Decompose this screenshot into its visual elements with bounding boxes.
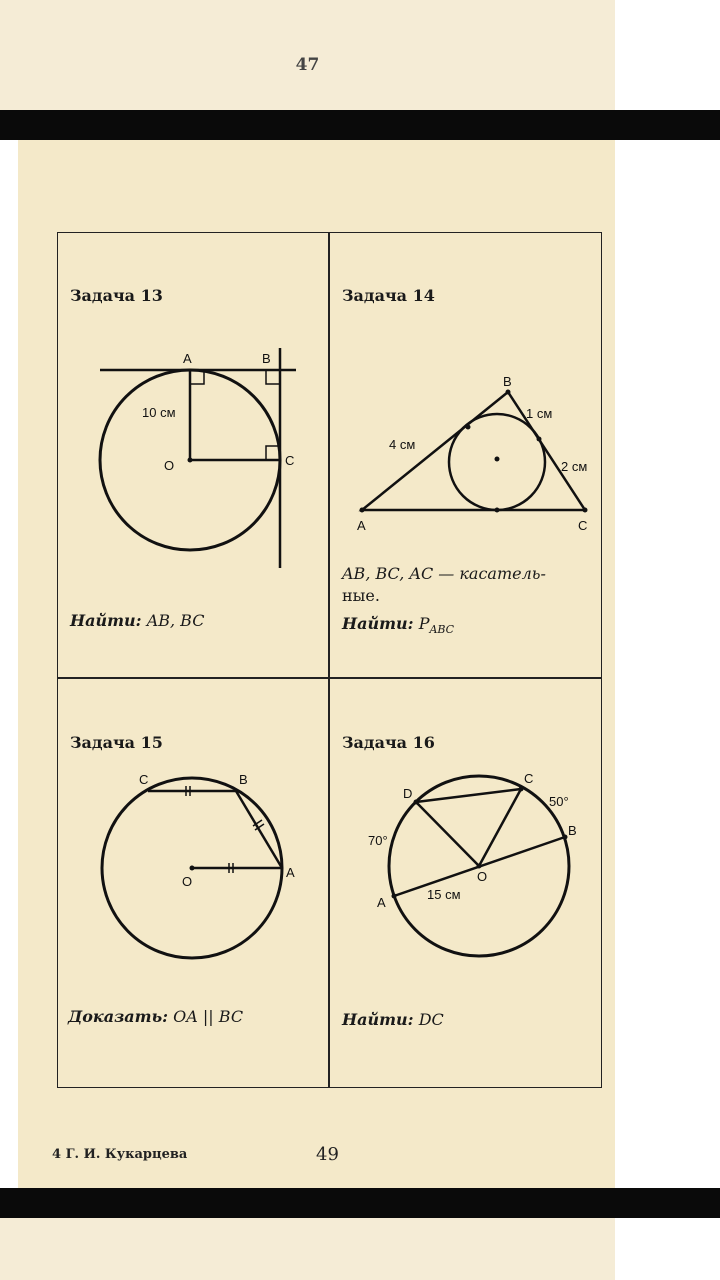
label-d: D <box>403 786 413 801</box>
task-16-find: Найти: DC <box>342 1010 444 1029</box>
label-length: 15 см <box>427 887 461 902</box>
task-15-prove: Доказать: OA || BC <box>68 1007 244 1026</box>
task-13-find: Найти: AB, BC <box>70 611 205 630</box>
label-b: B <box>239 772 248 787</box>
label-a: A <box>377 895 386 910</box>
label-o: O <box>182 874 193 889</box>
label-o: O <box>164 458 175 473</box>
label-b: B <box>568 823 577 838</box>
label-a: A <box>357 518 366 533</box>
page-number-top: 47 <box>295 55 320 75</box>
task-14-find: Найти: $P_{ABC}$ <box>342 614 455 637</box>
center-point <box>477 864 482 869</box>
label-bc-length-2: 2 см <box>561 459 588 474</box>
task-16-title: Задача 16 <box>342 733 435 752</box>
radius-od <box>416 802 479 866</box>
task-13-title: Задача 13 <box>70 286 163 305</box>
task-15-title: Задача 15 <box>70 733 163 752</box>
label-bc-length-1: 1 см <box>526 406 553 421</box>
label-c: C <box>139 772 149 787</box>
label-angle-70: 70° <box>368 833 388 848</box>
label-c: C <box>578 518 588 533</box>
label-angle-50: 50° <box>549 794 569 809</box>
page-number: 49 <box>316 1144 339 1165</box>
label-a: A <box>183 351 192 366</box>
label-o: O <box>477 869 488 884</box>
label-ab-length: 4 см <box>389 437 416 452</box>
task-14-condition: AB, BC, AC — касатель- ные. <box>342 564 546 605</box>
label-a: A <box>286 865 295 880</box>
label-b: B <box>503 374 512 389</box>
label-c: C <box>285 453 295 468</box>
page-signature: 4 Г. И. Кукарцева <box>52 1147 188 1162</box>
label-radius: 10 см <box>142 405 176 420</box>
label-c: C <box>524 771 534 786</box>
task-14-title: Задача 14 <box>342 286 435 305</box>
label-b: B <box>262 351 271 366</box>
